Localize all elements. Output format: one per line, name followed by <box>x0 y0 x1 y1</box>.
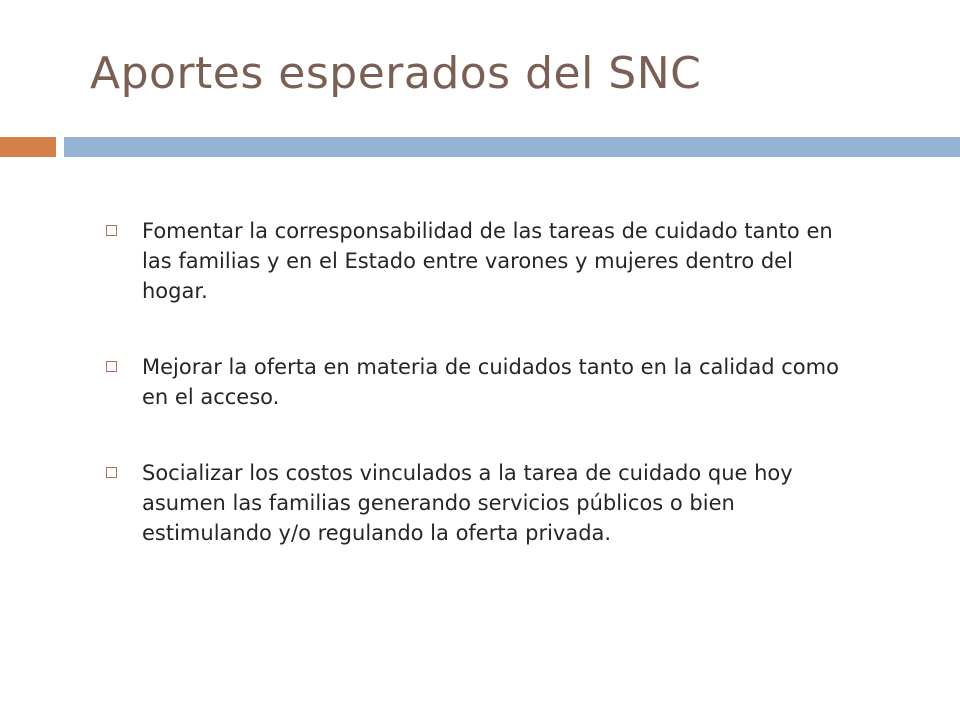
accent-bar <box>0 137 56 157</box>
bullet-text: Socializar los costos vinculados a la tarea de cuidado que hoy asumen las familias generando servicios públicos o bien estimulando y/o regulando la oferta privada. <box>142 461 793 545</box>
header-rule-bar <box>64 137 960 157</box>
slide-title: Aportes esperados del SNC <box>90 48 702 99</box>
bullet-item <box>106 352 846 412</box>
bullet-item <box>106 216 846 306</box>
bullet-item <box>106 458 846 548</box>
square-outline-icon <box>106 467 117 478</box>
square-outline-icon <box>106 361 117 372</box>
square-outline-icon <box>106 225 117 236</box>
bullet-list <box>106 216 846 594</box>
bullet-text: Mejorar la oferta en materia de cuidados tanto en la calidad como en el acceso. <box>142 355 839 409</box>
bullet-text: Fomentar la corresponsabilidad de las tareas de cuidado tanto en las familias y en el Estado entre varones y mujeres dentro del hogar. <box>142 219 833 303</box>
